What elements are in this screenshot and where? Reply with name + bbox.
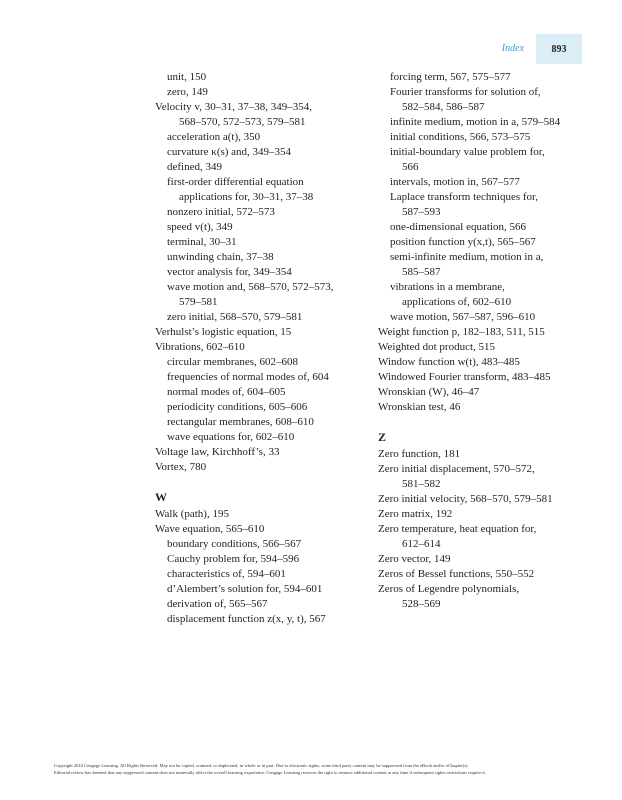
- index-subentry: wave equations for, 602–610: [167, 431, 295, 443]
- index-subentry: infinite medium, motion in a, 579–584: [390, 116, 561, 128]
- index-subentry: normal modes of, 604–605: [167, 386, 286, 398]
- copyright-line-2: Editorial review has deemed that any suppressed content does not materially affect the overall learning experience. Cengage Learning reserves the right to remove additional content at any time if subsequent rights restrictions require it.: [54, 769, 486, 775]
- page-header: [502, 34, 582, 64]
- index-entry: Zero initial displacement, 570–572,: [378, 463, 535, 475]
- index-subentry: initial conditions, 566, 573–575: [390, 131, 531, 143]
- index-subentry: 612–614: [402, 538, 441, 550]
- index-subentry: d’Alembert’s solution for, 594–601: [167, 583, 323, 595]
- index-entry: Walk (path), 195: [155, 508, 229, 520]
- index-subentry: Cauchy problem for, 594–596: [167, 553, 300, 565]
- index-subentry: unit, 150: [167, 71, 207, 83]
- index-subentry: nonzero initial, 572–573: [167, 206, 275, 218]
- index-subentry: 579–581: [179, 296, 218, 308]
- copyright-footer: [54, 763, 614, 776]
- index-subentry: zero initial, 568–570, 579–581: [167, 311, 303, 323]
- index-subentry: circular membranes, 602–608: [167, 356, 299, 368]
- index-subentry: 568–570, 572–573, 579–581: [179, 116, 306, 128]
- index-subentry: 585–587: [402, 266, 441, 278]
- index-entry: Wronskian test, 46: [378, 401, 461, 413]
- index-subentry: boundary conditions, 566–567: [167, 538, 302, 550]
- index-subentry: periodicity conditions, 605–606: [167, 401, 308, 413]
- index-subentry: 587–593: [402, 206, 441, 218]
- index-entry: Wronskian (W), 46–47: [378, 386, 480, 398]
- index-subentry: vibrations in a membrane,: [390, 281, 505, 293]
- index-subentry: semi-infinite medium, motion in a,: [390, 251, 544, 263]
- index-entry: Velocity v, 30–31, 37–38, 349–354,: [155, 101, 312, 113]
- index-subentry: terminal, 30–31: [167, 236, 237, 248]
- index-subentry: 582–584, 586–587: [402, 101, 485, 113]
- index-subentry: vector analysis for, 349–354: [167, 266, 292, 278]
- index-entry: Voltage law, Kirchhoff’s, 33: [155, 446, 280, 458]
- index-entry: Zero matrix, 192: [378, 508, 453, 520]
- index-entry: Zeros of Legendre polynomials,: [378, 583, 520, 595]
- index-subentry: rectangular membranes, 608–610: [167, 416, 314, 428]
- index-subentry: 528–569: [402, 598, 441, 610]
- index-subentry: first-order differential equation: [167, 176, 304, 188]
- index-entry: Zeros of Bessel functions, 550–552: [378, 568, 535, 580]
- index-entry: Weighted dot product, 515: [378, 341, 496, 353]
- index-subentry: position function y(x,t), 565–567: [390, 236, 536, 248]
- index-entry: Windowed Fourier transform, 483–485: [378, 371, 551, 383]
- index-section-letter: W: [155, 490, 167, 504]
- index-subentry: derivation of, 565–567: [167, 598, 268, 610]
- index-column-right: [378, 70, 588, 612]
- index-entry: Verhulst’s logistic equation, 15: [155, 326, 292, 338]
- copyright-line-1: Copyright 2010 Cengage Learning. All Rights Reserved. May not be copied, scanned, or duplicated, in whole or in part. Due to electronic rights, some third party content may be suppressed from the eBook and/or eChapter(s).: [54, 763, 469, 768]
- index-subentry: wave motion and, 568–570, 572–573,: [167, 281, 334, 293]
- index-subentry: forcing term, 567, 575–577: [390, 71, 511, 83]
- index-subentry: Laplace transform techniques for,: [390, 191, 538, 203]
- page-number: 893: [551, 43, 567, 55]
- index-entry: Zero function, 181: [378, 448, 461, 460]
- index-subentry: defined, 349: [167, 161, 222, 173]
- index-subentry: initial-boundary value problem for,: [390, 146, 545, 158]
- section-label: Index: [501, 43, 524, 54]
- index-entry: Zero temperature, heat equation for,: [378, 523, 537, 535]
- page-number-box: [536, 34, 582, 64]
- index-subentry: speed v(t), 349: [167, 221, 233, 233]
- index-subentry: intervals, motion in, 567–577: [390, 176, 520, 188]
- index-subentry: displacement function z(x, y, t), 567: [167, 613, 326, 625]
- index-subentry: Fourier transforms for solution of,: [390, 86, 541, 98]
- index-subentry: zero, 149: [167, 86, 208, 98]
- index-section-letter: Z: [378, 430, 387, 444]
- index-subentry: one-dimensional equation, 566: [390, 221, 526, 233]
- index-subentry: frequencies of normal modes of, 604: [167, 371, 329, 383]
- index-subentry: 566: [402, 161, 419, 173]
- index-subentry: characteristics of, 594–601: [167, 568, 286, 580]
- index-subentry: curvature κ(s) and, 349–354: [167, 146, 292, 158]
- index-entry: Zero vector, 149: [378, 553, 451, 565]
- index-entry: Window function w(t), 483–485: [378, 356, 520, 368]
- index-entry: Weight function p, 182–183, 511, 515: [378, 326, 545, 338]
- index-subentry: applications of, 602–610: [402, 296, 512, 308]
- index-entry: Wave equation, 565–610: [155, 523, 265, 535]
- index-subentry: wave motion, 567–587, 596–610: [390, 311, 536, 323]
- index-column-left: [155, 70, 365, 627]
- index-subentry: applications for, 30–31, 37–38: [179, 191, 314, 203]
- index-subentry: 581–582: [402, 478, 441, 490]
- index-subentry: unwinding chain, 37–38: [167, 251, 274, 263]
- index-entry: Zero initial velocity, 568–570, 579–581: [378, 493, 553, 505]
- index-entry: Vibrations, 602–610: [155, 341, 245, 353]
- index-subentry: acceleration a(t), 350: [167, 131, 261, 143]
- index-entry: Vortex, 780: [155, 461, 207, 473]
